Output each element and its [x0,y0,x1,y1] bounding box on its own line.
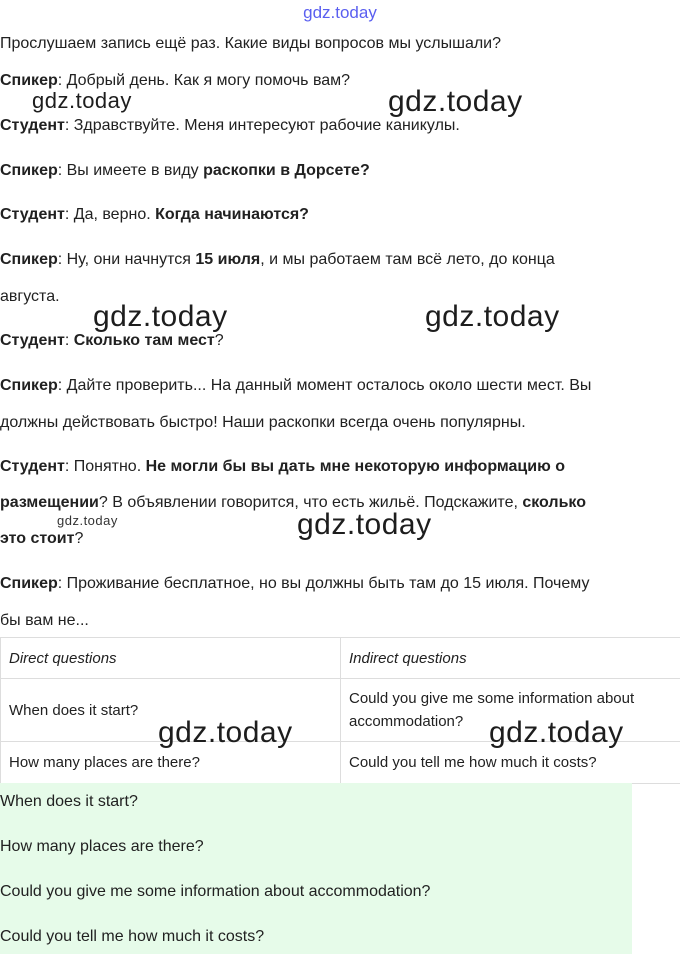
speaker-label: Студент [0,332,65,349]
dialog-text: ? В объявлении говорится, что есть жильё. Подскажите, [98,494,523,511]
highlighted-text: размещении [0,494,99,511]
dialog-text: : Вы имеете в виду [57,162,204,179]
dialog-text: августа. [0,288,60,305]
dialog-line [0,405,676,441]
highlighted-text: 15 июля [195,251,261,268]
header-direct-questions: Direct questions [1,638,341,679]
speaker-label: Спикер [0,162,58,179]
speaker-label: Спикер [0,251,58,268]
highlighted-text: это стоит [0,530,75,547]
dialog-text: : [64,332,74,349]
table-cell: Could you tell me how much it costs? [341,742,680,784]
table-header-row [1,638,680,679]
watermark: gdz.today [489,716,624,749]
speaker-label: Спикер [0,72,58,89]
dialog-text: : Добрый день. Как я могу помочь вам? [57,72,351,89]
dialog-text: : Дайте проверить... На данный момент осталось около шести мест. Вы [57,377,592,394]
dialog-text: : Ну, они начнутся [57,251,196,268]
speaker-label: Спикер [0,377,58,394]
header-indirect-questions: Indirect questions [341,638,680,679]
watermark: gdz.today [32,88,132,113]
dialog-line [0,603,676,639]
table-cell: When does it start? [1,679,341,742]
answer-item: When does it start? [0,793,138,810]
dialog-text: ? [214,332,224,349]
watermark: gdz.today [93,300,228,333]
dialog-text: : Понятно. [64,458,146,475]
watermark: gdz.today [388,85,523,118]
highlighted-text: раскопки в Дорсете? [203,162,370,179]
highlighted-text: Сколько там мест [73,332,215,349]
table-cell: How many places are there? [1,742,341,784]
highlighted-text: сколько [522,494,586,511]
speaker-label: Студент [0,117,65,134]
watermark: gdz.today [57,513,118,528]
dialog-text: : Проживание бесплатное, но вы должны быть там до 15 июля. Почему [57,575,590,592]
dialog-line [0,449,676,485]
dialog-text: , и мы работаем там всё лето, до конца [260,251,555,268]
dialog-line [0,153,676,189]
dialog-line [0,368,676,404]
watermark: gdz.today [297,508,432,541]
answer-box [0,783,632,954]
table-cell: Could you give me some information about accommodation? [341,679,680,742]
dialog-line [0,242,676,278]
header-watermark: gdz.today [303,3,377,22]
dialog-text: : Да, верно. [64,206,156,223]
dialog-line [0,197,676,233]
dialog-text: бы вам не... [0,612,89,629]
watermark: gdz.today [158,716,293,749]
dialog-text: : Здравствуйте. Меня интересуют рабочие каникулы. [64,117,460,134]
watermark: gdz.today [425,300,560,333]
speaker-label: Студент [0,458,65,475]
intro-text: Прослушаем запись ещё раз. Какие виды вопросов мы услышали? [0,35,502,52]
dialog-line [0,566,676,602]
answer-item: How many places are there? [0,838,204,855]
answer-item: Could you tell me how much it costs? [0,928,265,945]
highlighted-text: Не могли бы вы дать мне некоторую информацию о [145,458,565,475]
questions-table [0,637,680,784]
speaker-label: Спикер [0,575,58,592]
dialog-text: должны действовать быстро! Наши раскопки всегда очень популярны. [0,414,526,431]
speaker-label: Студент [0,206,65,223]
highlighted-text: Когда начинаются? [155,206,309,223]
dialog-text: ? [74,530,84,547]
answer-item: Could you give me some information about accommodation? [0,883,431,900]
